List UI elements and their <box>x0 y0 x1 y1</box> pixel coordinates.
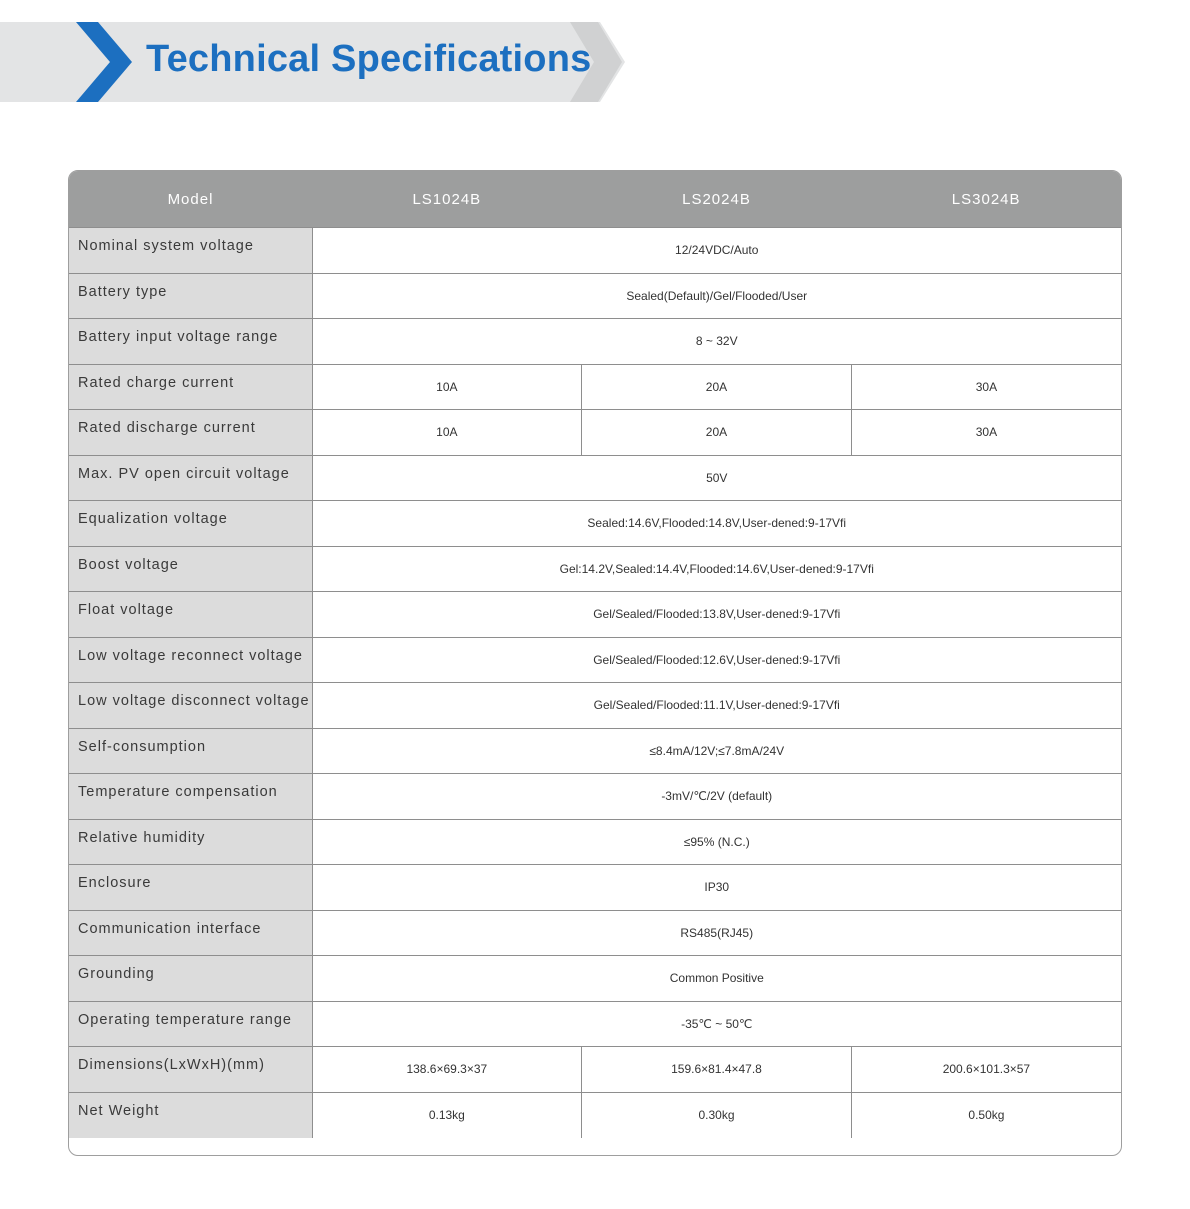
row-value: Gel/Sealed/Flooded:13.8V,User-dened:9-17Vfi <box>312 592 1121 638</box>
row-label: Communication interface <box>69 910 312 956</box>
row-value: Gel/Sealed/Flooded:11.1V,User-dened:9-17Vfi <box>312 683 1121 729</box>
row-value: ≤8.4mA/12V;≤7.8mA/24V <box>312 728 1121 774</box>
table-row <box>69 410 1121 456</box>
table-row <box>69 774 1121 820</box>
page-title: Technical Specifications <box>146 38 592 80</box>
table-row <box>69 501 1121 547</box>
row-label: Dimensions(LxWxH)(mm) <box>69 1047 312 1093</box>
row-value: -35℃ ~ 50℃ <box>312 1001 1121 1047</box>
row-label: Grounding <box>69 956 312 1002</box>
row-value: Gel/Sealed/Flooded:12.6V,User-dened:9-17Vfi <box>312 637 1121 683</box>
row-value: 8 ~ 32V <box>312 319 1121 365</box>
table-row <box>69 273 1121 319</box>
row-value: 0.50kg <box>851 1092 1121 1138</box>
row-value: RS485(RJ45) <box>312 910 1121 956</box>
row-label: Equalization voltage <box>69 501 312 547</box>
row-value: Sealed:14.6V,Flooded:14.8V,User-dened:9-17Vfi <box>312 501 1121 547</box>
row-label: Temperature compensation <box>69 774 312 820</box>
table-header-row <box>69 171 1121 228</box>
row-label: Self-consumption <box>69 728 312 774</box>
row-label: Rated charge current <box>69 364 312 410</box>
row-label: Boost voltage <box>69 546 312 592</box>
row-value: 20A <box>582 364 852 410</box>
table-row <box>69 228 1121 274</box>
table-row <box>69 865 1121 911</box>
row-label: Rated discharge current <box>69 410 312 456</box>
row-value: -3mV/℃/2V (default) <box>312 774 1121 820</box>
row-value: 30A <box>851 364 1121 410</box>
row-value: 200.6×101.3×57 <box>851 1047 1121 1093</box>
row-label: Operating temperature range <box>69 1001 312 1047</box>
row-value: 0.13kg <box>312 1092 582 1138</box>
row-value: IP30 <box>312 865 1121 911</box>
spec-table-container <box>68 170 1122 1156</box>
row-value: 10A <box>312 410 582 456</box>
table-row <box>69 546 1121 592</box>
column-header-model: Model <box>69 171 312 228</box>
row-value: ≤95% (N.C.) <box>312 819 1121 865</box>
row-label: Battery type <box>69 273 312 319</box>
row-label: Enclosure <box>69 865 312 911</box>
row-label: Nominal system voltage <box>69 228 312 274</box>
title-banner <box>0 22 625 102</box>
table-row <box>69 683 1121 729</box>
row-label: Battery input voltage range <box>69 319 312 365</box>
row-label: Relative humidity <box>69 819 312 865</box>
row-value: Sealed(Default)/Gel/Flooded/User <box>312 273 1121 319</box>
row-label: Max. PV open circuit voltage <box>69 455 312 501</box>
column-header-ls1024b: LS1024B <box>312 171 582 228</box>
row-value: 0.30kg <box>582 1092 852 1138</box>
spec-table-body <box>69 228 1121 1138</box>
row-value: 50V <box>312 455 1121 501</box>
row-value: 30A <box>851 410 1121 456</box>
column-header-ls2024b: LS2024B <box>582 171 852 228</box>
row-label: Net Weight <box>69 1092 312 1138</box>
row-value: Common Positive <box>312 956 1121 1002</box>
table-row <box>69 956 1121 1002</box>
table-row <box>69 319 1121 365</box>
table-row <box>69 728 1121 774</box>
row-value: 20A <box>582 410 852 456</box>
column-header-ls3024b: LS3024B <box>851 171 1121 228</box>
row-label: Float voltage <box>69 592 312 638</box>
table-row <box>69 364 1121 410</box>
table-row <box>69 1092 1121 1138</box>
row-value: 159.6×81.4×47.8 <box>582 1047 852 1093</box>
table-row <box>69 592 1121 638</box>
row-value: 12/24VDC/Auto <box>312 228 1121 274</box>
row-value: 138.6×69.3×37 <box>312 1047 582 1093</box>
table-row <box>69 910 1121 956</box>
row-label: Low voltage reconnect voltage <box>69 637 312 683</box>
table-row <box>69 819 1121 865</box>
row-value: Gel:14.2V,Sealed:14.4V,Flooded:14.6V,User-dened:9-17Vfi <box>312 546 1121 592</box>
table-row <box>69 455 1121 501</box>
row-value: 10A <box>312 364 582 410</box>
table-row <box>69 1001 1121 1047</box>
table-row <box>69 637 1121 683</box>
row-label: Low voltage disconnect voltage <box>69 683 312 729</box>
spec-table <box>69 171 1121 1138</box>
table-row <box>69 1047 1121 1093</box>
